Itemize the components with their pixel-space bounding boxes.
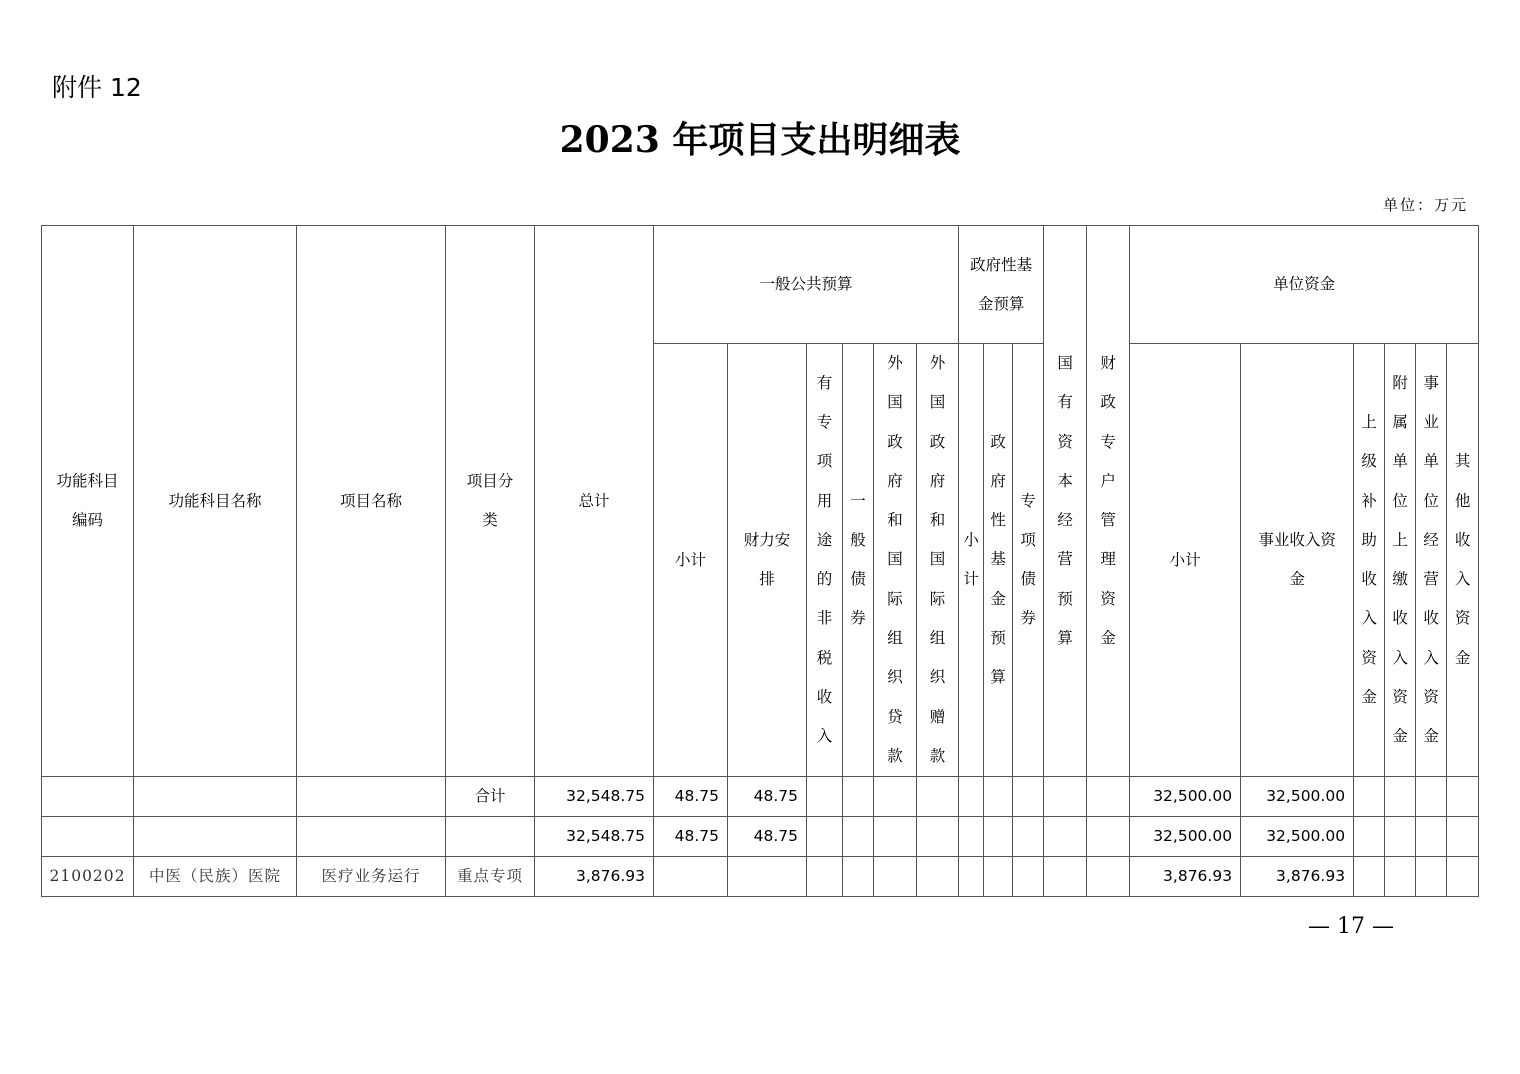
cell-total: 32,548.75 bbox=[535, 817, 654, 857]
cell-empty bbox=[843, 857, 874, 897]
cell-empty bbox=[1447, 857, 1479, 897]
table-row bbox=[42, 817, 1479, 857]
cell-gp-subtotal bbox=[654, 857, 728, 897]
page-title: 2023 年项目支出明细表 bbox=[559, 119, 961, 161]
cell-empty bbox=[874, 777, 917, 817]
cell-empty bbox=[1013, 857, 1044, 897]
cell-empty bbox=[1447, 817, 1479, 857]
cell-empty bbox=[1087, 817, 1130, 857]
cell-empty bbox=[807, 817, 843, 857]
cell-empty bbox=[917, 777, 959, 817]
cell-empty bbox=[1354, 817, 1385, 857]
cell-empty bbox=[807, 777, 843, 817]
header-gp-special-nontax: 有专项用途的非税收入 bbox=[807, 344, 843, 777]
cell-name bbox=[134, 817, 297, 857]
page-number: — 17 — bbox=[1308, 914, 1394, 939]
cell-total: 32,548.75 bbox=[535, 777, 654, 817]
cell-empty bbox=[1087, 857, 1130, 897]
cell-empty bbox=[1354, 857, 1385, 897]
cell-uf-subtotal: 32,500.00 bbox=[1130, 777, 1241, 817]
cell-empty bbox=[843, 777, 874, 817]
cell-code: 2100202 bbox=[42, 857, 134, 897]
header-fiscal-account: 财政专户管理资金 bbox=[1087, 226, 1130, 777]
table-row bbox=[42, 857, 1479, 897]
cell-gp-subtotal: 48.75 bbox=[654, 777, 728, 817]
cell-empty bbox=[874, 857, 917, 897]
header-project: 项目名称 bbox=[297, 226, 446, 777]
cell-gp-subtotal: 48.75 bbox=[654, 817, 728, 857]
cell-project bbox=[297, 817, 446, 857]
table-row bbox=[42, 777, 1479, 817]
cell-empty bbox=[1354, 777, 1385, 817]
header-name: 功能科目名称 bbox=[134, 226, 297, 777]
header-uf-business-income: 事业收入资金 bbox=[1241, 344, 1354, 777]
cell-empty bbox=[917, 817, 959, 857]
header-gp-foreign-loan: 外国政府和国际组织贷款 bbox=[874, 344, 917, 777]
cell-empty bbox=[984, 777, 1013, 817]
cell-project: 医疗业务运行 bbox=[297, 857, 446, 897]
cell-uf-subtotal: 3,876.93 bbox=[1130, 857, 1241, 897]
header-gp-general-bond: 一般债券 bbox=[843, 344, 874, 777]
cell-name: 中医（民族）医院 bbox=[134, 857, 297, 897]
header-uf-affiliated-paid: 附属单位上缴收入资金 bbox=[1385, 344, 1416, 777]
cell-empty bbox=[1385, 817, 1416, 857]
cell-empty bbox=[843, 817, 874, 857]
cell-uf-business-income: 32,500.00 bbox=[1241, 777, 1354, 817]
cell-category: 合计 bbox=[446, 777, 535, 817]
cell-empty bbox=[807, 857, 843, 897]
header-gf-subtotal: 小计 bbox=[959, 344, 984, 777]
cell-empty bbox=[874, 817, 917, 857]
header-gov-fund-budget: 政府性基金预算 bbox=[959, 226, 1044, 344]
attachment-label: 附件 12 bbox=[52, 73, 142, 102]
unit-label: 单位：万元 bbox=[1382, 196, 1468, 214]
cell-empty bbox=[959, 777, 984, 817]
cell-empty bbox=[1385, 777, 1416, 817]
cell-code bbox=[42, 777, 134, 817]
header-gp-subtotal: 小计 bbox=[654, 344, 728, 777]
header-gp-fiscal: 财力安排 bbox=[728, 344, 807, 777]
cell-empty bbox=[917, 857, 959, 897]
cell-gp-fiscal: 48.75 bbox=[728, 777, 807, 817]
cell-empty bbox=[1044, 777, 1087, 817]
cell-empty bbox=[959, 857, 984, 897]
cell-empty bbox=[1416, 817, 1447, 857]
cell-empty bbox=[1044, 817, 1087, 857]
cell-empty bbox=[1385, 857, 1416, 897]
cell-empty bbox=[1416, 777, 1447, 817]
cell-empty bbox=[1013, 777, 1044, 817]
cell-name bbox=[134, 777, 297, 817]
header-uf-other: 其他收入资金 bbox=[1447, 344, 1479, 777]
cell-empty bbox=[1087, 777, 1130, 817]
cell-project bbox=[297, 777, 446, 817]
header-code: 功能科目编码 bbox=[42, 226, 134, 777]
cell-empty bbox=[1013, 817, 1044, 857]
header-row-1 bbox=[42, 226, 1479, 344]
header-gp-foreign-grant: 外国政府和国际组织赠款 bbox=[917, 344, 959, 777]
cell-uf-subtotal: 32,500.00 bbox=[1130, 817, 1241, 857]
header-category: 项目分类 bbox=[446, 226, 535, 777]
cell-empty bbox=[984, 857, 1013, 897]
cell-category: 重点专项 bbox=[446, 857, 535, 897]
header-uf-superior-subsidy: 上级补助收入资金 bbox=[1354, 344, 1385, 777]
cell-empty bbox=[1416, 857, 1447, 897]
header-state-capital: 国有资本经营预算 bbox=[1044, 226, 1087, 777]
cell-uf-business-income: 32,500.00 bbox=[1241, 817, 1354, 857]
cell-empty bbox=[959, 817, 984, 857]
cell-empty bbox=[1447, 777, 1479, 817]
cell-category bbox=[446, 817, 535, 857]
expenditure-table bbox=[41, 225, 1479, 897]
header-general-budget: 一般公共预算 bbox=[654, 226, 959, 344]
cell-total: 3,876.93 bbox=[535, 857, 654, 897]
header-unit-funds: 单位资金 bbox=[1130, 226, 1479, 344]
cell-uf-business-income: 3,876.93 bbox=[1241, 857, 1354, 897]
header-uf-business-ops: 事业单位经营收入资金 bbox=[1416, 344, 1447, 777]
header-total: 总计 bbox=[535, 226, 654, 777]
cell-gp-fiscal bbox=[728, 857, 807, 897]
cell-empty bbox=[1044, 857, 1087, 897]
cell-gp-fiscal: 48.75 bbox=[728, 817, 807, 857]
header-gf-special-bond: 专项债券 bbox=[1013, 344, 1044, 777]
cell-code bbox=[42, 817, 134, 857]
header-gf-fund: 政府性基金预算 bbox=[984, 344, 1013, 777]
cell-empty bbox=[984, 817, 1013, 857]
header-uf-subtotal: 小计 bbox=[1130, 344, 1241, 777]
